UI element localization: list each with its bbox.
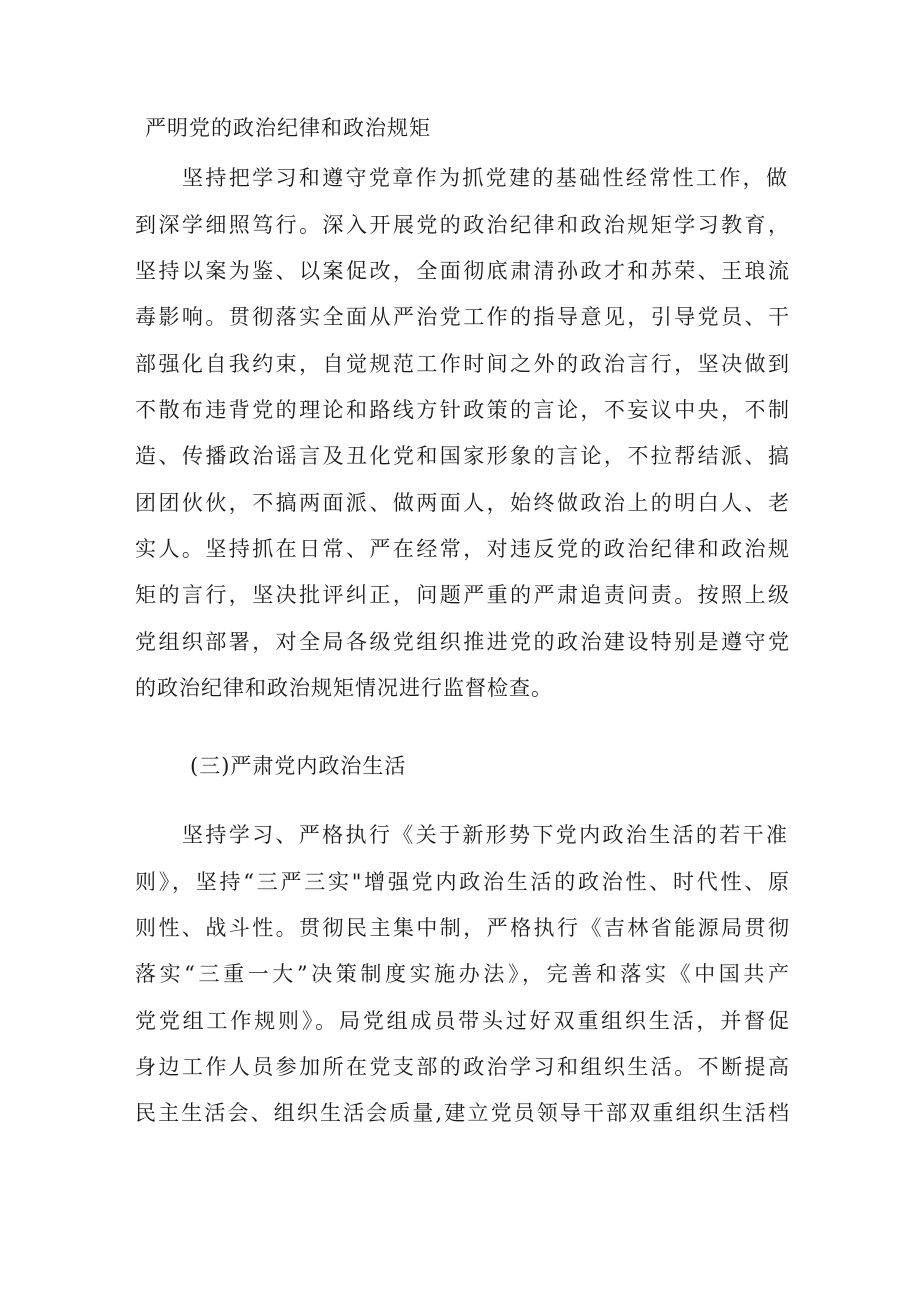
paragraph-line: 坚持学习、严格执行《关于新形势下党内政治生活的若干准 [182,823,788,847]
paragraph-line: 矩的言行，坚决批评纠正，问题严重的严肃追责问责。按照上级 [135,583,790,607]
paragraph-line: 党组织部署，对全局各级党组织推进党的政治建设特别是遵守党 [135,630,790,654]
paragraph-line: 坚持以案为鉴、以案促改，全面彻底肃清孙政才和苏荣、王琅流 [135,259,790,283]
paragraph-line: 落实“三重一大”决策制度实施办法》，完善和落实《中国共产 [135,962,790,986]
paragraph-line: 党党组工作规则》。局党组成员带头过好双重组织生活，并督促 [135,1009,790,1033]
paragraph-line: 民主生活会、组织生活会质量,建立党员领导干部双重组织生活档 [135,1101,790,1125]
paragraph-line: 不散布违背党的理论和路线方针政策的言论，不妄议中央，不制 [135,398,790,422]
paragraph-line: 则》，坚持“三严三实"增强党内政治生活的政治性、时代性、原 [135,870,790,894]
paragraph-line: 坚持把学习和遵守党章作为抓党建的基础性经常性工作，做 [182,166,788,190]
paragraph-line: 实人。坚持抓在日常、严在经常，对违反党的政治纪律和政治规 [135,537,790,561]
paragraph-line: 到深学细照笃行。深入开展党的政治纪律和政治规矩学习教育， [135,213,790,237]
paragraph-line: 部强化自我约束，自觉规范工作时间之外的政治言行，坚决做到 [135,352,790,376]
paragraph-line: 团团伙伙，不搞两面派、做两面人，始终做政治上的明白人、老 [135,491,790,515]
paragraph-line: 的政治纪律和政治规矩情况进行监督检查。 [135,676,553,700]
section-title: 严明党的政治纪律和政治规矩 [145,116,431,140]
paragraph-line: 则性、战斗性。贯彻民主集中制，严格执行《吉林省能源局贯彻 [135,916,790,940]
paragraph-line: 造、传播政治谣言及丑化党和国家形象的言论，不拉帮结派、搞 [135,444,790,468]
subsection-title: (三)严肃党内政治生活 [190,754,407,778]
paragraph-line: 身边工作人员参加所在党支部的政治学习和组织生活。不断提高 [135,1055,790,1079]
paragraph-line: 毒影响。贯彻落实全面从严治党工作的指导意见，引导党员、干 [135,305,790,329]
